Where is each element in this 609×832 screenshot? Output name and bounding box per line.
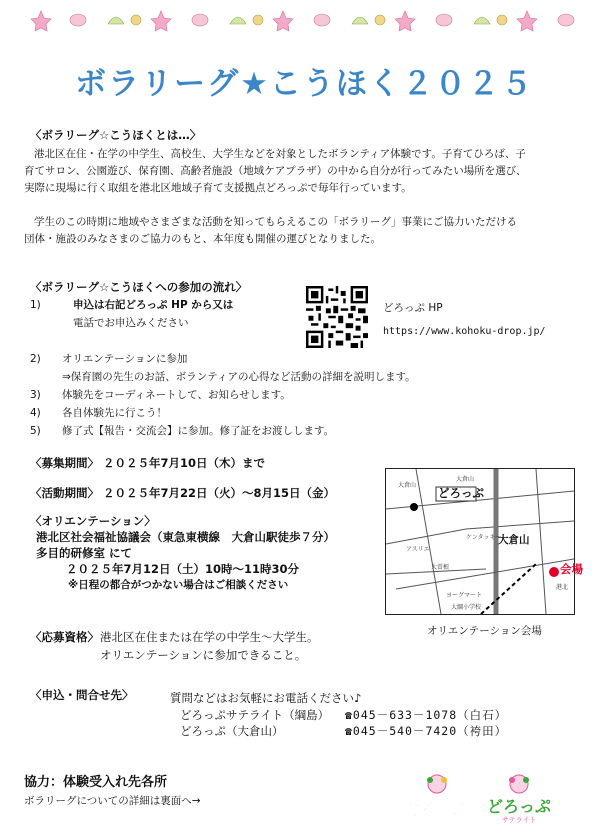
step2-text: オリエンテーションに参加 xyxy=(62,353,188,365)
drop-marker xyxy=(410,503,418,511)
page-title: ボラリーグ★こうほく２０２５ xyxy=(75,66,534,102)
svg-text:大綱小学校: 大綱小学校 xyxy=(451,604,482,611)
activity-label: 〈活動期間〉 xyxy=(30,486,99,500)
orientation-venue: 港北区社会福祉協議会（東急東横線 大倉山駅徒歩７分） xyxy=(36,530,335,544)
star-flower-border xyxy=(18,4,588,32)
drop-logo-text: どろっぷ xyxy=(404,799,470,818)
map-drop-label: どろっぷ xyxy=(438,486,484,500)
venue-marker xyxy=(549,567,559,577)
step2-subtext: ⇒保育園の先生のお話、ボランティアの心得など活動の詳細を説明します。 xyxy=(62,371,416,383)
about-paragraph-1: 港北区在住・在学の中学生、高校生、大学生などを対象としたボランティア体験です。子育てひろば、子 育てサロン、公園遊び、保育園、高齢者施設（地域ケアプラザ）の中から自分が行ってみたい場所を選び、 実際に現場に行く取組を港北区地域子育て支援拠点どろっぷで毎年行っています。 xyxy=(24,148,527,194)
map-venue-label: 会場 xyxy=(560,562,583,576)
eligibility-line1: 港北区在住または在学の中学生～大学生。 xyxy=(100,630,319,644)
svg-text:大倉山: 大倉山 xyxy=(456,476,475,483)
qr-code[interactable] xyxy=(306,286,368,348)
drop-logo xyxy=(400,772,474,824)
contact-satellite-name: どろっぷサテライト（綱島） xyxy=(180,708,330,722)
step3-text: 体験先をコーディネートして、お知らせします。 xyxy=(62,389,291,401)
about-paragraph-2: 学生のこの時期に地域やさまざまな活動を知ってもらえるこの「ボラリーグ」事業にご協力いただける 団体・施設のみなさまのご協力のもと、本年度も開催の運びとなりました。 xyxy=(24,216,517,245)
map-station-label: 大倉山 xyxy=(498,534,530,546)
orientation-heading: 〈オリエンテーション〉 xyxy=(30,514,156,528)
orientation-date: ２０２５年7月12日（土）10時～11時30分 xyxy=(66,562,300,576)
drop-satellite-logo-sub: サテライト xyxy=(501,816,537,824)
step1-text-2: 電話でお申込みください xyxy=(73,317,189,329)
eligibility-label: 〈応募資格〉 xyxy=(30,630,99,644)
details-text: ボラリーグについての詳細は裏面へ→ xyxy=(24,795,201,807)
map-caption: オリエンテーション会場 xyxy=(427,625,542,637)
contact-okurayama-name: どろっぷ（大倉山） xyxy=(180,724,284,738)
step3-number: 3) xyxy=(30,389,41,401)
eligibility-line2: オリエンテーションに参加できること。 xyxy=(100,648,307,662)
svg-text:アスリエ: アスリエ xyxy=(406,546,430,553)
svg-text:ケンタッキー: ケンタッキー xyxy=(466,534,502,541)
step2-number: 2) xyxy=(30,353,41,365)
orientation-room: 多目的研修室 にて xyxy=(36,546,133,560)
step1-number: 1) xyxy=(30,299,41,311)
step5-number: 5) xyxy=(30,425,41,437)
svg-text:ヨーグマート: ヨーグマート xyxy=(446,592,483,599)
drop-satellite-logo xyxy=(482,772,556,824)
about-heading: 〈ボラリーグ☆こうほくとは…〉 xyxy=(30,128,202,142)
orientation-note: ※日程の都合がつかない場合はご相談ください xyxy=(68,579,289,591)
flow-heading: 〈ボラリーグ☆こうほくへの参加の流れ〉 xyxy=(30,280,248,294)
hp-url-link[interactable]: https://www.kohoku-drop.jp/ xyxy=(383,326,546,337)
contact-intro: 質問などはお気軽にお電話ください♪ xyxy=(170,691,362,705)
step5-text: 修了式【報告・交流会】に参加。修了証をお渡しします。 xyxy=(62,425,335,437)
hp-label: どろっぷ HP xyxy=(383,302,443,314)
svg-text:大倉山: 大倉山 xyxy=(398,482,417,489)
activity-period: ２０２５年7月22日（火）～8月15日（金） xyxy=(103,486,336,500)
svg-text:港北: 港北 xyxy=(556,584,569,591)
drop-satellite-logo-text: どろっぷ xyxy=(486,797,552,816)
recruit-period: ２０２５年7月10日（木）まで xyxy=(103,456,266,470)
contact-okurayama-phone[interactable]: ☎045－540－7420（袴田） xyxy=(345,724,508,738)
step4-text: 各自体験先に行こう！ xyxy=(62,407,167,419)
step1-text: 申込は右記どろっぷ HP から又は xyxy=(73,299,234,311)
recruit-label: 〈募集期間〉 xyxy=(30,456,99,470)
cooperation-text: 協力：体験受入れ先各所 xyxy=(24,775,168,790)
contact-label: 〈申込・問合せ先〉 xyxy=(30,688,134,702)
svg-text:大曽根: 大曽根 xyxy=(431,564,450,571)
step4-number: 4) xyxy=(30,407,41,419)
contact-satellite-phone[interactable]: ☎045－633－1078（白石） xyxy=(345,708,508,722)
